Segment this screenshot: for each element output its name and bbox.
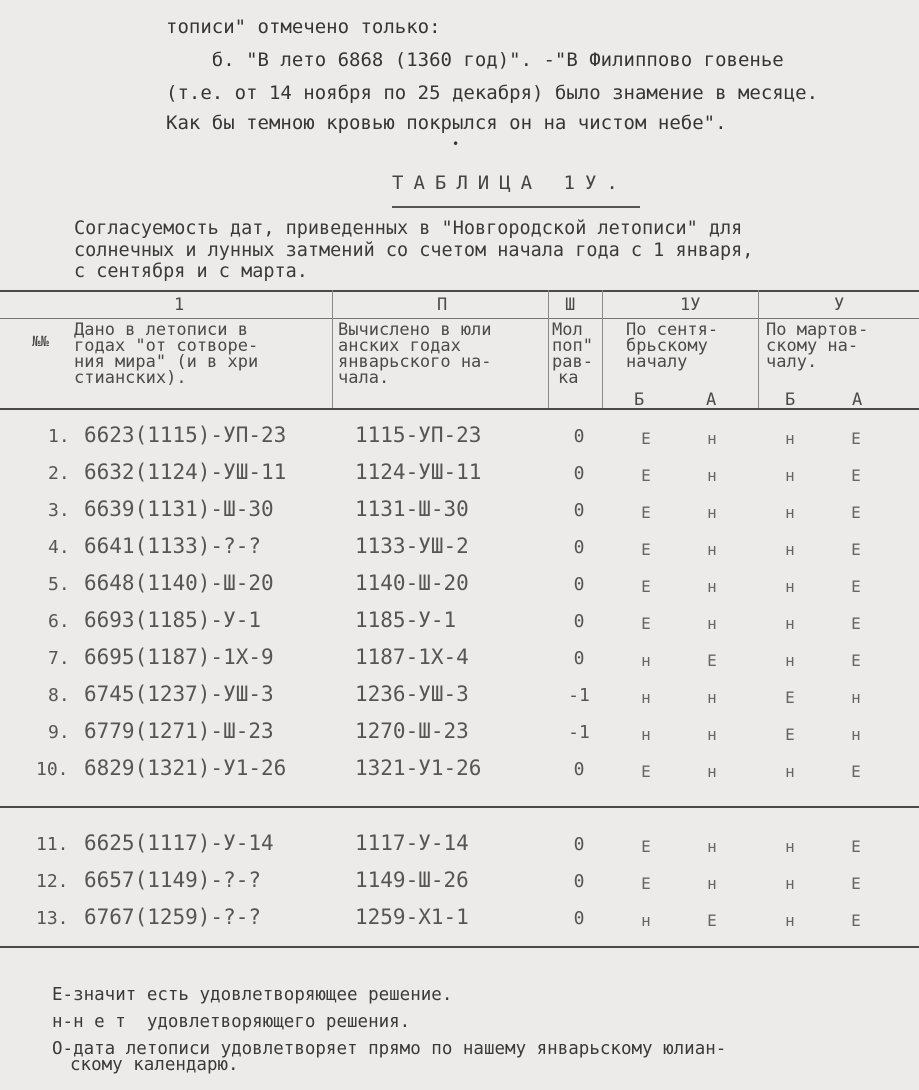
sept-a-mark: н [707,577,717,596]
sept-b-mark: Е [641,540,651,559]
header-col3-line: Мол [552,320,583,340]
column-number: 1У [680,295,701,315]
column-separator [332,290,333,408]
row-number: 4. [48,537,70,558]
intro-line: Согласуемость дат, приведенных в "Новгородской летописи" для [74,218,743,239]
given-date: 6779(1271)-Ш-23 [84,719,274,743]
header-col2-line: январьского на- [338,352,492,372]
calc-date: 1124-УШ-11 [355,460,482,484]
row-number: 13. [36,908,69,929]
correction: 0 [573,500,585,521]
march-a-mark: Е [851,466,861,485]
title-underline [392,206,640,208]
footnote-e: Е-значит есть удовлетворяющее решение. [52,985,453,1005]
sept-b-mark: н [641,725,651,744]
dot-mark: • [452,137,460,151]
column-number: П [437,295,448,315]
footnote-zero-cont: скому календарю. [70,1055,239,1075]
header-col2-line: анских годах [338,336,461,356]
march-a-mark: Е [851,540,861,559]
sept-b-mark: Е [641,837,651,856]
calc-date: 1117-У-14 [355,831,469,855]
paragraph-line: б. "В лето 6868 (1360 год)". -"В Филиппово говенье [166,49,784,71]
header-col4-line: По сентя- [626,320,719,340]
given-date: 6829(1321)-У1-26 [84,756,287,780]
row-number: 5. [48,574,70,595]
correction: 0 [573,908,585,929]
header-col1-line: годах "от сотворе- [74,336,259,356]
sept-a-mark: н [707,725,717,744]
row-number: 7. [48,648,70,669]
row-number: 3. [48,500,70,521]
footnote-zero: О-дата летописи удовлетворяет прямо по нашему январьскому юлиан- [52,1039,727,1059]
row-number: 10. [36,759,69,780]
row-number: 9. [48,722,70,743]
correction: 0 [573,648,585,669]
header-col3-line: рав- [552,352,593,372]
correction: 0 [573,426,585,447]
header-sub-b: Б [634,390,645,410]
calc-date: 1140-Ш-20 [355,571,469,595]
march-b-mark: н [785,911,795,930]
header-col4-line: началу [626,352,688,372]
correction: 0 [573,871,585,892]
sept-b-mark: Е [641,503,651,522]
calc-date: 1236-УШ-3 [355,682,469,706]
row-number: 11. [36,834,69,855]
sept-a-mark: н [707,688,717,707]
given-date: 6648(1140)-Ш-20 [84,571,274,595]
given-date: 6632(1124)-УШ-11 [84,460,287,484]
sept-a-mark: н [707,837,717,856]
march-a-mark: Е [851,503,861,522]
sept-a-mark: н [707,429,717,448]
calc-date: 1187-1Х-4 [355,645,469,669]
sept-b-mark: Е [641,577,651,596]
column-number: 1 [174,295,185,315]
march-a-mark: Е [851,762,861,781]
column-number: У [834,295,845,315]
row-number: 6. [48,611,70,632]
column-number: Ш [565,295,576,315]
intro-line: с сентября и с марта. [74,261,308,282]
sept-a-mark: н [707,614,717,633]
sept-b-mark: Е [641,466,651,485]
sept-b-mark: н [641,911,651,930]
sept-a-mark: н [707,503,717,522]
header-col2-line: чала. [338,368,390,388]
group-divider [0,806,919,808]
sept-a-mark: Е [707,651,717,670]
sept-b-mark: Е [641,762,651,781]
header-col5-line: чалу. [766,352,818,372]
sept-b-mark: Е [641,429,651,448]
correction: 0 [573,537,585,558]
row-number: 8. [48,685,70,706]
row-number: 1. [48,426,70,447]
header-col3-line: ка [558,368,579,388]
march-a-mark: Е [851,651,861,670]
march-b-mark: Е [785,688,795,707]
paragraph-line: тописи" отмечено только: [166,16,441,38]
header-col5-line: скому на- [766,336,859,356]
given-date: 6625(1117)-У-14 [84,831,274,855]
march-b-mark: н [785,466,795,485]
table-bottom-rule [0,946,919,948]
given-date: 6623(1115)-УП-23 [84,423,287,447]
correction: 0 [573,574,585,595]
header-col2-line: Вычислено в юли [338,320,492,340]
correction: 0 [573,759,585,780]
sept-b-mark: н [641,651,651,670]
given-date: 6639(1131)-Ш-30 [84,497,274,521]
march-b-mark: н [785,540,795,559]
header-sub-b: Б [785,390,796,410]
sept-b-mark: Е [641,874,651,893]
column-separator [602,290,603,408]
column-separator [758,290,759,408]
given-date: 6767(1259)-?-? [84,905,262,929]
header-col4-line: брьскому [626,336,708,356]
march-a-mark: Е [851,874,861,893]
intro-line: солнечных и лунных затмений со счетом начала года с 1 января, [74,240,754,261]
march-b-mark: н [785,503,795,522]
sept-a-mark: н [707,540,717,559]
march-b-mark: н [785,429,795,448]
march-b-mark: н [785,577,795,596]
given-date: 6657(1149)-?-? [84,868,262,892]
row-number: 2. [48,463,70,484]
calc-date: 1115-УП-23 [355,423,482,447]
header-divider [0,318,919,319]
calc-date: 1259-Х1-1 [355,905,469,929]
paragraph-line: Как бы темною кровью покрылся он на чистом небе". [166,112,727,134]
header-sub-a: А [852,390,863,410]
march-a-mark: Е [851,614,861,633]
march-b-mark: н [785,614,795,633]
table-title: ТАБЛИЦА 1У. [392,172,628,194]
given-date: 6745(1237)-УШ-3 [84,682,274,706]
march-a-mark: н [851,688,861,707]
calc-date: 1321-У1-26 [355,756,482,780]
calc-date: 1149-Ш-26 [355,868,469,892]
header-col1-line: ния мира" (и в хри [74,352,259,372]
march-a-mark: Е [851,911,861,930]
march-b-mark: н [785,837,795,856]
header-col5-line: По мартов- [766,320,869,340]
march-a-mark: Е [851,837,861,856]
paragraph-line: (т.е. от 14 ноября по 25 декабря) было знамение в месяце. [166,82,819,104]
table-top-rule [0,290,919,292]
header-col3-line: поп" [552,336,593,356]
march-b-mark: н [785,874,795,893]
given-date: 6641(1133)-?-? [84,534,262,558]
calc-date: 1131-Ш-30 [355,497,469,521]
calc-date: 1133-УШ-2 [355,534,469,558]
column-separator [548,290,549,408]
calc-date: 1270-Ш-23 [355,719,469,743]
header-col1-line: стианских). [74,368,187,388]
march-b-mark: н [785,651,795,670]
correction: -1 [568,685,590,706]
march-b-mark: н [785,762,795,781]
given-date: 6693(1185)-У-1 [84,608,262,632]
march-a-mark: Е [851,429,861,448]
correction: 0 [573,611,585,632]
correction: -1 [568,722,590,743]
given-date: 6695(1187)-1Х-9 [84,645,274,669]
footnote-n: н-н е т удовлетворяющего решения. [52,1012,411,1032]
march-b-mark: Е [785,725,795,744]
march-a-mark: н [851,725,861,744]
header-bottom-rule [0,408,919,410]
march-a-mark: Е [851,577,861,596]
sept-a-mark: н [707,762,717,781]
sept-a-mark: н [707,874,717,893]
header-sub-a: А [706,390,717,410]
header-col1-line: Дано в летописи в [74,320,248,340]
correction: 0 [573,463,585,484]
calc-date: 1185-У-1 [355,608,457,632]
correction: 0 [573,834,585,855]
sept-b-mark: Е [641,614,651,633]
header-number: №№ [32,334,49,350]
sept-b-mark: н [641,688,651,707]
row-number: 12. [36,871,69,892]
sept-a-mark: Е [707,911,717,930]
sept-a-mark: н [707,466,717,485]
